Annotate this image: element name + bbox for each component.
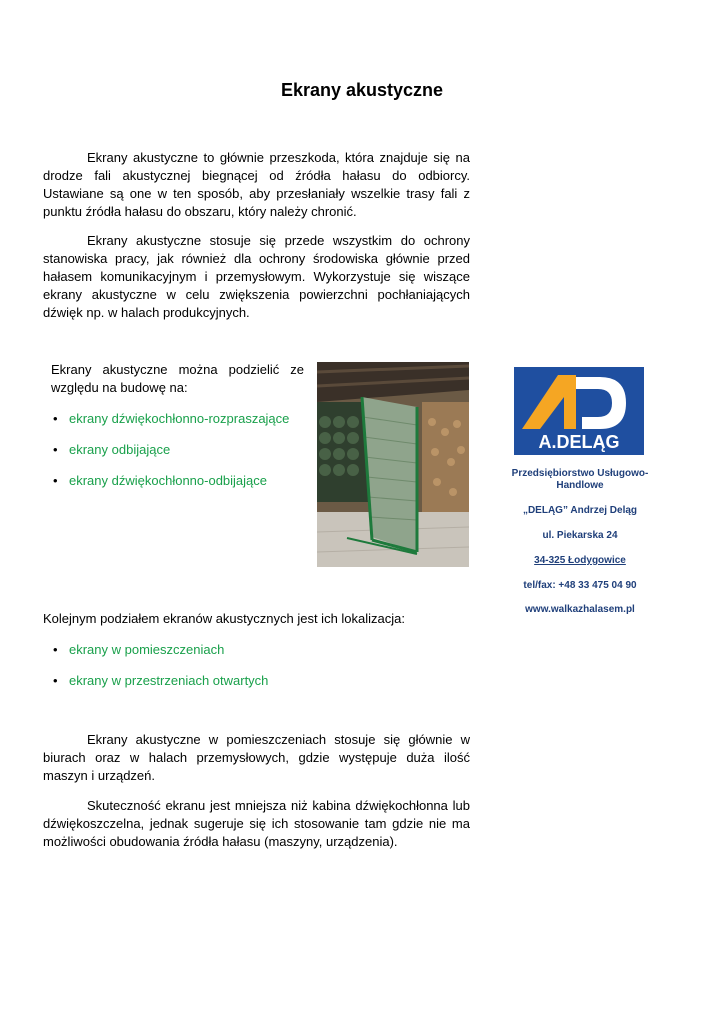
company-logo [514,367,644,455]
location-list [53,641,268,703]
construction-intro: Ekrany akustyczne można podzielić ze względu na budowę na: [51,362,304,395]
page-title: Ekrany akustyczne [280,80,444,100]
company-website-link[interactable]: www.walkazhalasem.pl [525,604,635,615]
paragraph-effectiveness: Skuteczność ekranu jest mniejsza niż kabina dźwiękochłonna lub dźwiękoszczelna, jednak sugeruje się ich stosowanie tam gdzie nie ma możliwości obudowania źródła hałasu (maszyny, urządzenia). [43,798,470,849]
construction-list [53,410,289,503]
bullet-icon: • [53,673,58,688]
paragraph-definition: Ekrany akustyczne to głównie przeszkoda, która znajduje się na drodze fali akustycznej biegnącej od źródła hałasu do odbiorcy. Ustawiane są one w ten sposób, aby przesłaniały wszelkie trasy fali z punktu źródła hałasu do obszaru, który należy chronić. [43,150,470,219]
acoustic-screen-photo [317,362,469,567]
list-item: • ekrany odbijające [53,442,171,457]
list-item: • ekrany dźwiękochłonno-odbijające [53,473,268,488]
bullet-icon: • [53,411,58,426]
company-city: 34-325 Łodygowice [534,555,626,566]
paragraph-indoor: Ekrany akustyczne w pomieszczeniach stosuje się głównie w biurach oraz w halach przemysłowych, gdzie występuje duża ilość maszyn i urządzeń. [43,732,470,783]
company-type: Przedsiębiorstwo Usługowo-Handlowe [511,468,649,491]
company-name: „DELĄG” Andrzej Deląg [522,505,638,516]
list-item: • ekrany w przestrzeniach otwartych [53,673,269,688]
list-item: • ekrany dźwiękochłonno-rozpraszające [53,411,290,426]
company-phone: tel/fax: +48 33 475 04 90 [523,580,637,591]
company-street: ul. Piekarska 24 [542,530,618,541]
list-item: • ekrany w pomieszczeniach [53,642,225,657]
bullet-icon: • [53,642,58,657]
location-lead: Kolejnym podziałem ekranów akustycznych jest ich lokalizacja: [43,611,405,626]
logo-text: A.DELĄG [538,432,620,452]
paragraph-usage: Ekrany akustyczne stosuje się przede wszystkim do ochrony stanowiska pracy, jak również dla ochrony środowiska głównie przed hałasem komunikacyjnym i przemysłowym. Wykorzystuje się wiszące ekrany akustyczne w celu zwiększenia powierzchni pochłaniających dźwięk np. w halach produkcyjnych. [43,233,470,320]
bullet-icon: • [53,473,58,488]
bullet-icon: • [53,442,58,457]
